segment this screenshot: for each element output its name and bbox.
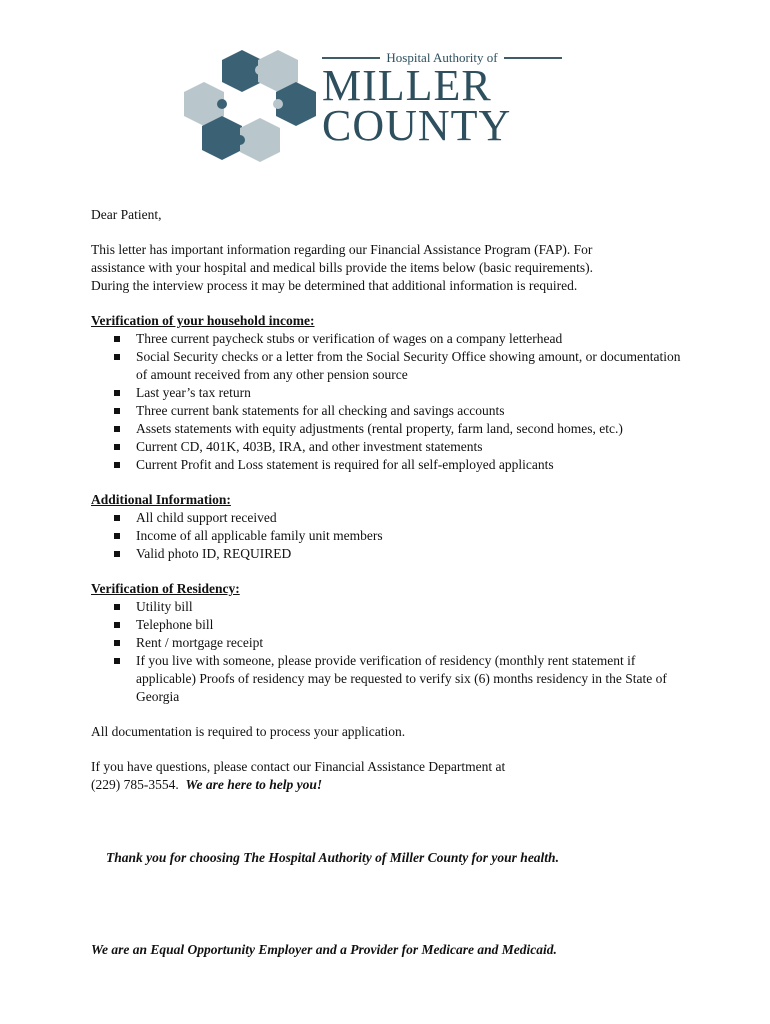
logo-top-text: Hospital Authority of (386, 50, 498, 65)
logo-line-1: MILLER (322, 61, 492, 110)
list-item: Current CD, 401K, 403B, IRA, and other investment statements (136, 438, 691, 456)
salutation: Dear Patient, (91, 207, 162, 222)
thank-you-note: Thank you for choosing The Hospital Authority of Miller County for your health. (106, 850, 559, 865)
intro-line-2: assistance with your hospital and medical bills provide the items below (basic requirements). (91, 260, 593, 275)
list-item: Three current paycheck stubs or verification of wages on a company letterhead (136, 330, 691, 348)
list-item: Assets statements with equity adjustments (rental property, farm land, second homes, etc.) (136, 420, 691, 438)
hexagon-puzzle-icon (180, 46, 320, 166)
income-heading: Verification of your household income: (91, 313, 315, 328)
residency-list (91, 598, 691, 706)
footer-statement: We are an Equal Opportunity Employer and a Provider for Medicare and Medicaid. (91, 942, 557, 957)
list-item: Valid photo ID, REQUIRED (136, 545, 691, 563)
questions-line: If you have questions, please contact our Financial Assistance Department at (91, 759, 506, 774)
hospital-logo (180, 46, 580, 166)
hexagon-bottom-light (240, 118, 280, 162)
logo-rule-left (322, 57, 380, 59)
logo-rule-right (504, 57, 562, 59)
list-item: Social Security checks or a letter from the Social Security Office showing amount, or documentation of amount received from any other pension source (136, 348, 691, 384)
list-item: All child support received (136, 509, 691, 527)
list-item: If you live with someone, please provide verification of residency (monthly rent statement if applicable) Proofs of residency may be requested to verify six (6) months residency in the State of Georgia (136, 652, 691, 706)
additional-list (91, 509, 691, 563)
logo-wordmark (322, 50, 562, 150)
additional-heading: Additional Information: (91, 492, 231, 507)
list-item: Rent / mortgage receipt (136, 634, 691, 652)
list-item: Current Profit and Loss statement is required for all self-employed applicants (136, 456, 691, 474)
help-text: We are here to help you! (185, 777, 323, 792)
list-item: Utility bill (136, 598, 691, 616)
phone-line (91, 776, 691, 794)
logo-line-2: COUNTY (322, 101, 512, 150)
phone-number: (229) 785-3554. (91, 777, 179, 792)
list-item: Last year’s tax return (136, 384, 691, 402)
income-list (91, 330, 691, 474)
hexagon-cluster (184, 50, 316, 162)
residency-heading: Verification of Residency: (91, 581, 240, 596)
letter-body (91, 206, 691, 794)
intro-line-3: During the interview process it may be determined that additional information is required. (91, 278, 578, 293)
list-item: Income of all applicable family unit members (136, 527, 691, 545)
list-item: Telephone bill (136, 616, 691, 634)
documentation-note: All documentation is required to process your application. (91, 724, 406, 739)
list-item: Three current bank statements for all checking and savings accounts (136, 402, 691, 420)
intro-line-1: This letter has important information regarding our Financial Assistance Program (FAP). For (91, 242, 593, 257)
